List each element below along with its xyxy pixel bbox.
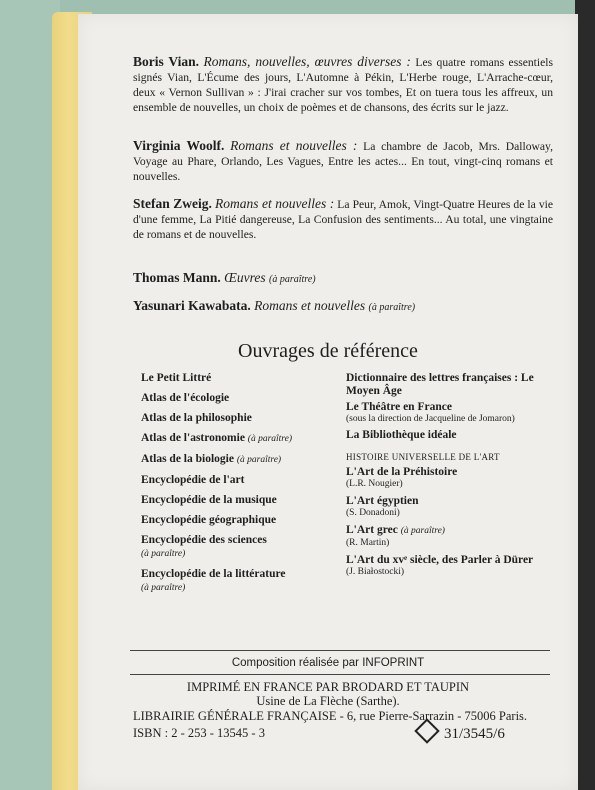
usine-line: Usine de La Flèche (Sarthe).	[256, 694, 400, 708]
ref-title: Atlas de la biologie	[141, 453, 234, 465]
ref-title: Atlas de l'astronomie	[141, 432, 245, 444]
work-title: Romans, nouvelles, œuvres diverses :	[203, 54, 411, 69]
ref-author: (R. Martin)	[346, 538, 390, 548]
ref-art-item	[346, 524, 556, 538]
entry-virginia-woolf	[133, 138, 553, 184]
ref-theatre: Le Théâtre en France	[346, 401, 452, 413]
author-name: Thomas Mann.	[133, 270, 221, 285]
ref-title: Encyclopédie de la musique	[141, 494, 277, 506]
print-code-number: 31/3545/6	[444, 726, 505, 742]
entry-description: Les quatre romans essentiels signés Vian, L'Écume des jours, L'Automne à Pékin, L'Herbe rouge, L'Arrache-cœur, deux « Vernon Sullivan » : J'irai cracher sur vos tombes, Et on tuera tous les affreux, un ensemble de nouvelles, un choix de poèmes et de chansons, des écrits sur le jazz.	[133, 56, 553, 114]
ref-note: (à paraître)	[247, 434, 293, 444]
ref-art-item	[346, 495, 556, 508]
ref-title: Encyclopédie géographique	[141, 514, 277, 526]
work-title: Œuvres	[224, 270, 266, 285]
ref-title: L'Art de la Préhistoire	[346, 466, 458, 478]
ref-title: Encyclopédie de la littérature	[141, 568, 286, 580]
ref-item	[141, 432, 341, 446]
ref-title: L'Art du xvᵉ siècle, des Parler à Dürer	[346, 554, 534, 566]
isbn: ISBN : 2 - 253 - 13545 - 3	[133, 726, 265, 740]
printer-line: IMPRIMÉ EN FRANCE PAR BRODARD ET TAUPIN	[186, 680, 470, 694]
author-name: Boris Vian.	[133, 54, 200, 69]
ref-note: (à paraître)	[141, 549, 186, 559]
ref-item	[141, 568, 341, 595]
work-title: Romans et nouvelles :	[230, 138, 358, 153]
reference-list-right	[346, 372, 556, 578]
right-background	[575, 0, 595, 790]
entry-description: La Peur, Amok, Vingt-Quatre Heures de la vie d'une femme, La Pitié dangereuse, La Confusion des sentiments... Au total, une vingtaine de romans et de nouvelles.	[133, 198, 553, 241]
ref-author: (L.R. Nougier)	[346, 479, 403, 489]
upcoming-note: (à paraître)	[368, 302, 416, 313]
ref-title: Atlas de la philosophie	[141, 412, 252, 424]
entry-kawabata	[133, 298, 553, 314]
work-title: Romans et nouvelles :	[214, 196, 335, 211]
ref-item	[141, 453, 341, 467]
ref-note: (à paraître)	[236, 455, 282, 465]
divider	[130, 650, 550, 651]
entry-thomas-mann	[133, 270, 553, 286]
ref-title: L'Art grec	[346, 524, 398, 536]
ref-author: (J. Białostocki)	[346, 567, 405, 577]
ref-item	[141, 372, 341, 385]
divider	[130, 674, 550, 675]
ref-title: Atlas de l'écologie	[141, 392, 230, 404]
author-name: Stefan Zweig.	[133, 196, 212, 211]
ref-bibliotheque: La Bibliothèque idéale	[346, 429, 457, 441]
ref-dictionnaire: Dictionnaire des lettres françaises : Le Moyen Âge	[346, 372, 534, 397]
ref-item	[141, 514, 341, 527]
ref-title: Encyclopédie de l'art	[141, 474, 245, 486]
ref-title: Encyclopédie des sciences	[141, 534, 267, 546]
ref-title: Le Petit Littré	[141, 372, 212, 384]
publisher-logo-icon	[414, 718, 439, 743]
ref-item	[141, 474, 341, 487]
print-code	[418, 722, 505, 743]
entry-boris-vian	[133, 54, 553, 115]
work-title: Romans et nouvelles	[254, 298, 366, 313]
ref-author: (S. Donadoni)	[346, 508, 400, 518]
publisher-line: LIBRAIRIE GÉNÉRALE FRANÇAISE - 6, rue Pierre-Sarrazin - 75006 Paris.	[133, 709, 528, 723]
author-name: Yasunari Kawabata.	[133, 298, 251, 313]
entry-stefan-zweig	[133, 196, 553, 242]
ref-item	[141, 392, 341, 405]
reference-section-title: Ouvrages de référence	[238, 340, 418, 362]
ref-art-item	[346, 466, 556, 479]
ref-item	[141, 412, 341, 425]
reference-list-left	[141, 372, 341, 595]
histoire-heading: HISTOIRE UNIVERSELLE DE L'ART	[346, 452, 500, 462]
book-page	[78, 14, 578, 790]
background-left	[0, 0, 60, 790]
upcoming-note: (à paraître)	[269, 274, 316, 285]
ref-item	[141, 534, 341, 561]
entry-description: La chambre de Jacob, Mrs. Dalloway, Voyage au Phare, Orlando, Les Vagues, Entre les actes... En tout, vingt-cinq romans et nouvelles.	[133, 140, 553, 183]
author-name: Virginia Woolf.	[133, 138, 225, 153]
composition-credit: Composition réalisée par INFOPRINT	[231, 657, 425, 669]
ref-note: (à paraître)	[400, 526, 445, 536]
ref-title: L'Art égyptien	[346, 495, 419, 507]
ref-theatre-sub: (sous la direction de Jacqueline de Jomaron)	[346, 414, 515, 424]
ref-note: (à paraître)	[141, 583, 186, 593]
ref-item	[141, 494, 341, 507]
ref-art-item	[346, 554, 556, 567]
